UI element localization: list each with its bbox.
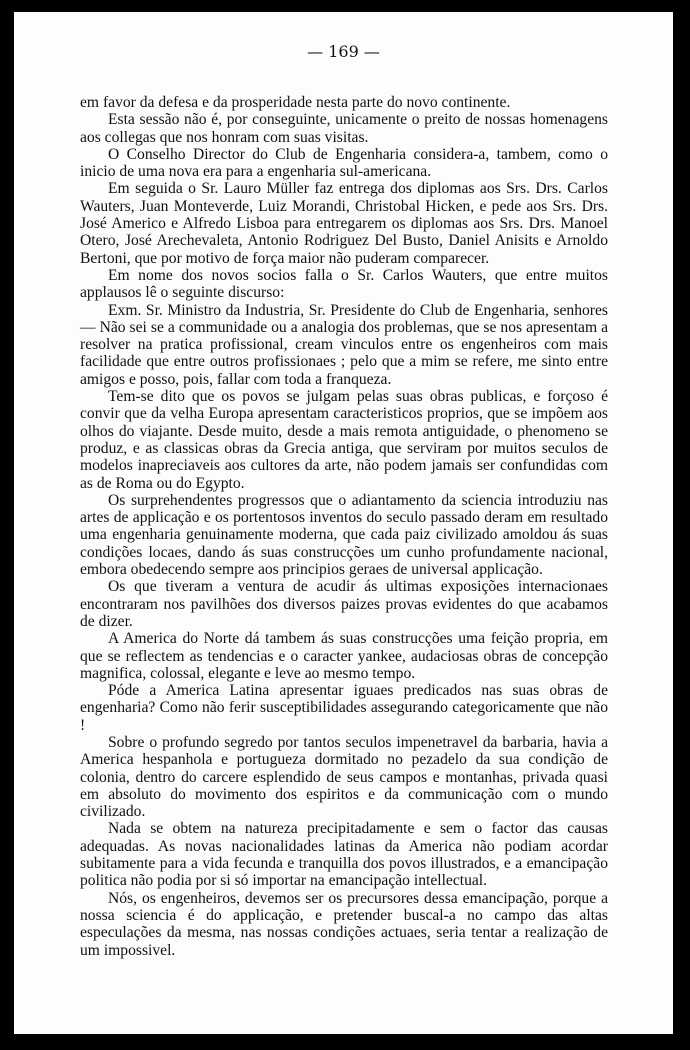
- paragraph: A America do Norte dá tambem ás suas construcções uma feição propria, em que se reflectem as tendencias e o caracter yankee, audaciosas obras de concepção magnifica, colossal, elegante e leve ao mesmo tempo.: [80, 630, 608, 682]
- paragraph: Sobre o profundo segredo por tantos seculos impenetravel da barbaria, havia a America hespanhola e portugueza dormitado no pezadelo da sua condição de colonia, dentro do carcere esplendido de seus campos e montanhas, privada quasi em absoluto do movimento dos espiritos e da communicação com o mundo civilizado.: [80, 733, 608, 821]
- paragraph: Nós, os engenheiros, devemos ser os precursores dessa emancipação, porque a nossa sciencia é do applicação, e pretender buscal-a no campo das altas especulações da mesma, nas nossas condições actuaes, seria tentar a realização de um impossivel.: [80, 889, 608, 959]
- paragraph-continuation: em favor da defesa e da prosperidade nesta parte do novo continente.: [80, 94, 511, 111]
- paragraph: Em nome dos novos socios falla o Sr. Carlos Wauters, que entre muitos applausos lê o seguinte discurso:: [80, 266, 608, 302]
- paragraph: Exm. Sr. Ministro da Industria, Sr. Presidente do Club de Engenharia, senhores — Não sei se a communidade ou a analogia dos problemas, que se nos apresentam a resolver na pratica profissional, cream vinculos entre os engenheiros com mais facilidade que entre outros profissionaes ; pelo que a mim se refere, me sinto entre amigos e posso, pois, fallar com toda a franqueza.: [80, 301, 608, 388]
- paragraph: Esta sessão não é, por conseguinte, unicamente o preito de nossas homenagens aos collegas que nos honram com suas visitas.: [80, 111, 608, 146]
- paragraph: Póde a America Latina apresentar iguaes predicados nas suas obras de engenharia? Como não ferir susceptibilidades assegurando categoricamente que não !: [80, 682, 608, 734]
- book-page: [14, 12, 673, 1034]
- body-text: [80, 94, 608, 959]
- paragraph: Os que tiveram a ventura de acudir ás ultimas exposições internacionaes encontraram nos pavilhões dos diversos paizes provas evidentes do que acabamos de dizer.: [80, 578, 608, 630]
- paragraph: Nada se obtem na natureza precipitadamente e sem o factor das causas adequadas. As novas nacionalidades latinas da America não podiam acordar subitamente para a vida fecunda e tranquilla dos povos illustrados, e a emancipação politica não podia por si só importar na emancipação intellectual.: [80, 820, 608, 890]
- paragraph: O Conselho Director do Club de Engenharia considera-a, tambem, como o inicio de uma nova era para a engenharia sul-americana.: [80, 145, 608, 181]
- paragraph: Os surprehendentes progressos que o adiantamento da sciencia introduziu nas artes de applicação e os portentosos inventos do seculo passado deram em resultado uma engenharia genuinamente moderna, que cada paiz civilizado amoldou ás suas condições locaes, dando ás suas construcções um cunho profundamente nacional, embora obedecendo sempre aos principios geraes de universal applicação.: [80, 491, 608, 579]
- paragraph: Tem-se dito que os povos se julgam pelas suas obras publicas, e forçoso é convir que da velha Europa apresentam caracteristicos proprios, que se impõem aos olhos do viajante. Desde muito, desde a mais remota antiguidade, o phenomeno se produz, e as classicas obras da Grecia antiga, que serviram por muitos seculos de modelos inapreciaveis aos cultores da arte, não podem jamais ser confundidas com as de Roma ou do Egypto.: [80, 388, 608, 492]
- page-number: — 169 —: [307, 42, 380, 61]
- paragraph: Em seguida o Sr. Lauro Müller faz entrega dos diplomas aos Srs. Drs. Carlos Wauters, Juan Monteverde, Luiz Morandi, Christobal Hicken, e pede aos Srs. Drs. José Americo e Alfredo Lisboa para entregarem os diplomas aos Srs. Drs. Manoel Otero, José Arechevaleta, Antonio Rodriguez Del Busto, Daniel Anisits e Arnoldo Bertoni, que por motivo de força maior não puderam comparecer.: [80, 180, 608, 267]
